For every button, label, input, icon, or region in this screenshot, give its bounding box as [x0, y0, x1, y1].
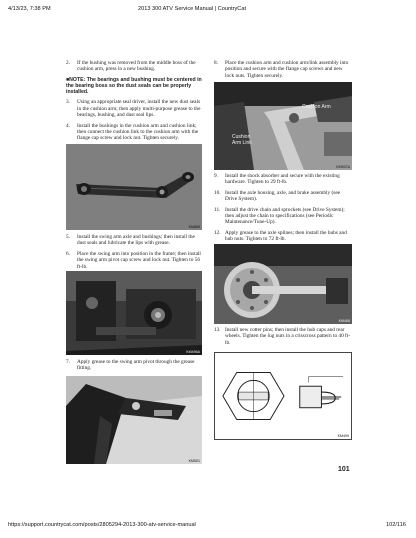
- figure-id: KM496A: [186, 350, 200, 354]
- callout-cushion-arm: Cushion Arm: [302, 104, 331, 110]
- figure-id: KM499: [337, 434, 349, 438]
- step-9: 9. Install the shock absorber and secure with the existing hardware. Tighten to 29 ft-lb.: [214, 173, 340, 186]
- figure-id: KM468: [338, 319, 350, 323]
- print-page-counter: 102/116: [386, 522, 406, 528]
- right-column-bottom: [214, 327, 352, 350]
- step-3: 3. Using an appropriate seal driver, install the new dust seals in the cushion arm; then apply multi-purpose grease to the bearings, bushing, and dust seal lips.: [66, 99, 201, 119]
- print-datetime: 4/13/23, 7:38 PM: [8, 6, 51, 12]
- left-column-bottom: [66, 359, 203, 376]
- note-bearings: ■NOTE: The bearings and bushing must be centered in the bearing boss so the dust seals can be properly installed.: [66, 76, 202, 96]
- step-11: 11. Install the drive chain and sprockets (see Drive System); then adjust the chain to specifications (see Periodic Maintenance/Tune-Up).: [214, 206, 345, 226]
- figure-id: KM669: [188, 225, 200, 229]
- print-page-title: 2013 300 ATV Service Manual | CountryCat: [138, 6, 246, 12]
- figure-id: KM501: [188, 459, 200, 463]
- left-column-middle: [66, 234, 203, 274]
- step-8: 8. Place the cushion arm and cushion arm/link assembly into position and secure with the flange cap screws and new lock nuts. Tighten securely.: [214, 60, 349, 79]
- step-10: 10. Install the axle housing, axle, and brake assembly (see Drive System).: [214, 189, 341, 203]
- figure-id: KM537A: [336, 165, 350, 169]
- right-column-top: [214, 60, 352, 83]
- figure-grease-fitting: [66, 376, 202, 464]
- figure-cushion-arm-link: [66, 144, 202, 230]
- page-number: 101: [338, 466, 350, 473]
- figure-cotter-pin-diagram: [214, 352, 352, 440]
- left-column-top: [66, 60, 203, 146]
- callout-cushion-link-1: Cushion: [232, 134, 251, 140]
- step-13: 13. Install new cotter pins; then install the hub caps and rear wheels. Tighten the lug nuts in a crisscross pattern to 40 ft-lb.: [214, 327, 351, 346]
- figure-swing-arm-pivot: [66, 271, 202, 355]
- step-6: 6. Place the swing arm into position in the frame; then install the swing arm pivot cap screw and lock nut. Tighten to 56 ft-lb.: [66, 250, 201, 270]
- step-12: 12. Apply grease to the axle splines; then install the hubs and hub nuts. Tighten to 72 ft-lb.: [214, 229, 347, 243]
- step-2: 2. If the bushing was removed from the middle boss of the cushion arm, press in a new bushing.: [66, 60, 196, 73]
- figure-cushion-arm-installed: [214, 82, 352, 170]
- step-7: 7. Apply grease to the swing arm pivot through the grease fitting.: [66, 359, 195, 372]
- step-4: 4. Install the bushings in the cushion arm and cushion link; then connect the cushion link to the cushion arm with the flange cap screw and lock nut. Tighten securely.: [66, 122, 199, 142]
- callout-cushion-link-2: Arm Link: [232, 140, 252, 146]
- right-column-middle: [214, 173, 352, 247]
- step-5: 5. Install the swing arm axle and bushings; then install the dust seals and lubricate the lips with grease.: [66, 234, 195, 247]
- print-url: https://support.countrycat.com/posts/2805294-2013-300-atv-service-manual: [8, 522, 196, 528]
- figure-rear-hub-axle: [214, 244, 352, 324]
